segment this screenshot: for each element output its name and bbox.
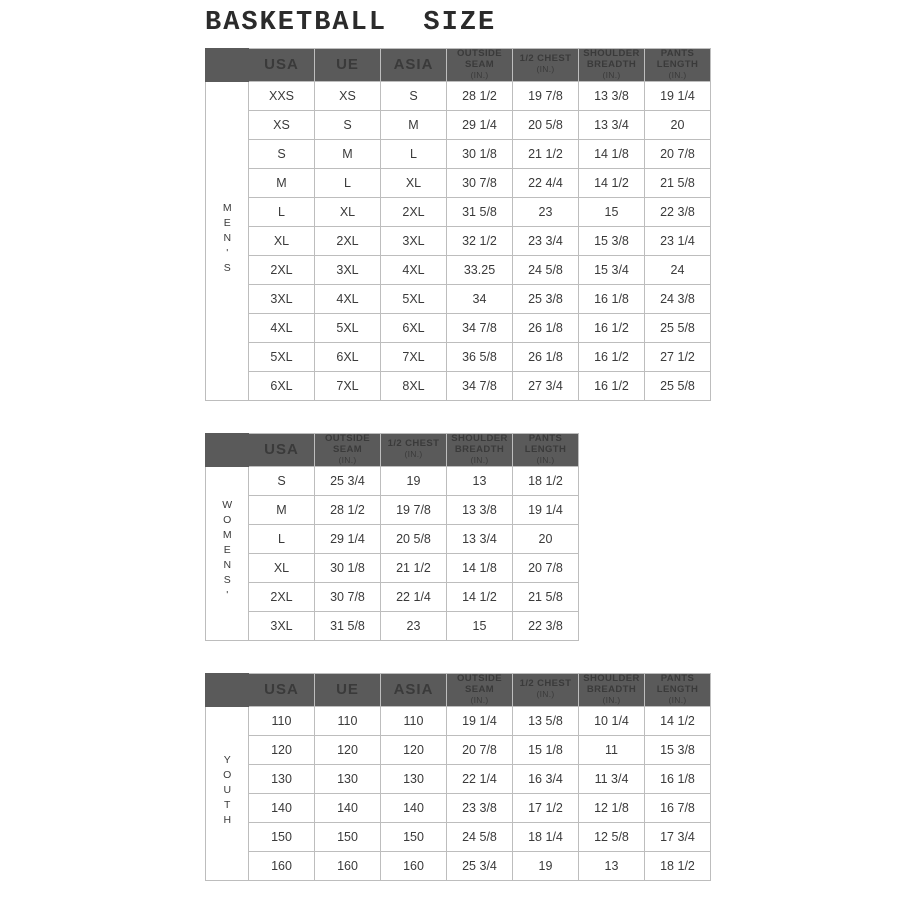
table-cell: 16 1/2 bbox=[579, 313, 645, 342]
table-cell: 19 bbox=[381, 466, 447, 495]
table-cell: 5XL bbox=[249, 342, 315, 371]
table-cell: 4XL bbox=[249, 313, 315, 342]
table-cell: 15 3/4 bbox=[579, 255, 645, 284]
table-cell: 14 1/2 bbox=[645, 706, 711, 735]
table-cell: 24 bbox=[645, 255, 711, 284]
table-cell: 34 7/8 bbox=[447, 313, 513, 342]
table-row bbox=[206, 197, 711, 226]
table-cell: XL bbox=[249, 553, 315, 582]
table-cell: 13 3/4 bbox=[579, 110, 645, 139]
table-cell: 30 1/8 bbox=[447, 139, 513, 168]
table-cell: 24 3/8 bbox=[645, 284, 711, 313]
table-cell: 12 1/8 bbox=[579, 793, 645, 822]
table-cell: 20 7/8 bbox=[447, 735, 513, 764]
table-cell: 130 bbox=[249, 764, 315, 793]
table-cell: 25 3/4 bbox=[315, 466, 381, 495]
table-cell: 14 1/2 bbox=[579, 168, 645, 197]
header-corner-cell bbox=[206, 434, 249, 467]
table-row bbox=[206, 706, 711, 735]
table-cell: 15 3/8 bbox=[645, 735, 711, 764]
table-row bbox=[206, 822, 711, 851]
table-cell: 6XL bbox=[315, 342, 381, 371]
table-cell: 21 5/8 bbox=[645, 168, 711, 197]
mens-size-table bbox=[205, 48, 711, 401]
column-header: OUTSIDE SEAM (IN.) bbox=[447, 49, 513, 82]
youth-size-table bbox=[205, 673, 711, 881]
table-cell: XL bbox=[249, 226, 315, 255]
table-cell: 4XL bbox=[315, 284, 381, 313]
table-cell: 150 bbox=[381, 822, 447, 851]
table-cell: 7XL bbox=[381, 342, 447, 371]
table-cell: 19 1/4 bbox=[513, 495, 579, 524]
table-row bbox=[206, 466, 579, 495]
table-cell: 3XL bbox=[249, 284, 315, 313]
table-cell: 23 3/8 bbox=[447, 793, 513, 822]
column-header: PANTS LENGTH (IN.) bbox=[645, 49, 711, 82]
table-cell: 13 3/8 bbox=[579, 81, 645, 110]
column-header: 1/2 CHEST (IN.) bbox=[513, 674, 579, 707]
column-header-unit: (IN.) bbox=[602, 694, 621, 705]
table-cell: XS bbox=[249, 110, 315, 139]
table-cell: XS bbox=[315, 81, 381, 110]
table-row bbox=[206, 313, 711, 342]
table-cell: 16 1/2 bbox=[579, 371, 645, 400]
table-cell: 18 1/2 bbox=[513, 466, 579, 495]
table-cell: 23 bbox=[381, 611, 447, 640]
table-cell: L bbox=[381, 139, 447, 168]
column-header-unit: (IN.) bbox=[404, 449, 423, 460]
table-cell: 34 7/8 bbox=[447, 371, 513, 400]
table-cell: 28 1/2 bbox=[447, 81, 513, 110]
table-cell: 2XL bbox=[249, 255, 315, 284]
table-row bbox=[206, 226, 711, 255]
table-row bbox=[206, 611, 579, 640]
table-cell: 2XL bbox=[315, 226, 381, 255]
table-cell: 130 bbox=[381, 764, 447, 793]
table-cell: 4XL bbox=[381, 255, 447, 284]
table-cell: 130 bbox=[315, 764, 381, 793]
table-cell: 6XL bbox=[249, 371, 315, 400]
youth-size-table-wrapper bbox=[205, 673, 711, 881]
table-cell: 29 1/4 bbox=[315, 524, 381, 553]
table-cell: 110 bbox=[381, 706, 447, 735]
table-cell: 25 3/4 bbox=[447, 851, 513, 880]
table-row bbox=[206, 81, 711, 110]
table-cell: 20 5/8 bbox=[513, 110, 579, 139]
table-cell: 15 3/8 bbox=[579, 226, 645, 255]
table-cell: S bbox=[249, 139, 315, 168]
table-cell: 13 3/8 bbox=[447, 495, 513, 524]
table-cell: 24 5/8 bbox=[447, 822, 513, 851]
page-title: BASKETBALL SIZE bbox=[205, 8, 497, 38]
table-cell: 29 1/4 bbox=[447, 110, 513, 139]
column-header-unit: (IN.) bbox=[536, 454, 555, 465]
table-row bbox=[206, 139, 711, 168]
table-row bbox=[206, 371, 711, 400]
table-cell: 21 1/2 bbox=[513, 139, 579, 168]
table-cell: 22 3/8 bbox=[645, 197, 711, 226]
table-cell: 22 1/4 bbox=[381, 582, 447, 611]
table-cell: 120 bbox=[249, 735, 315, 764]
header-corner-cell bbox=[206, 49, 249, 82]
table-cell: 17 3/4 bbox=[645, 822, 711, 851]
column-header: UE bbox=[315, 674, 381, 707]
header-corner-cell bbox=[206, 674, 249, 707]
table-cell: 17 1/2 bbox=[513, 793, 579, 822]
table-row bbox=[206, 495, 579, 524]
table-cell: S bbox=[381, 81, 447, 110]
column-header: PANTS LENGTH (IN.) bbox=[645, 674, 711, 707]
table-cell: XXS bbox=[249, 81, 315, 110]
table-cell: 3XL bbox=[381, 226, 447, 255]
womens-size-table bbox=[205, 433, 579, 641]
table-cell: 20 bbox=[513, 524, 579, 553]
table-cell: 20 7/8 bbox=[645, 139, 711, 168]
table-header-row bbox=[206, 49, 711, 82]
table-cell: 20 7/8 bbox=[513, 553, 579, 582]
table-cell: S bbox=[249, 466, 315, 495]
table-cell: 8XL bbox=[381, 371, 447, 400]
table-cell: 16 1/8 bbox=[645, 764, 711, 793]
table-cell: 13 bbox=[579, 851, 645, 880]
table-cell: 11 3/4 bbox=[579, 764, 645, 793]
table-cell: 31 5/8 bbox=[447, 197, 513, 226]
table-row bbox=[206, 168, 711, 197]
table-cell: 13 3/4 bbox=[447, 524, 513, 553]
womens-size-table-wrapper bbox=[205, 433, 579, 641]
table-cell: 16 7/8 bbox=[645, 793, 711, 822]
table-cell: 22 1/4 bbox=[447, 764, 513, 793]
table-cell: M bbox=[315, 139, 381, 168]
table-cell: 25 3/8 bbox=[513, 284, 579, 313]
column-header-unit: (IN.) bbox=[338, 454, 357, 465]
table-cell: M bbox=[249, 168, 315, 197]
table-cell: 14 1/8 bbox=[447, 553, 513, 582]
table-cell: 2XL bbox=[249, 582, 315, 611]
table-cell: 16 1/8 bbox=[579, 284, 645, 313]
row-group-label-text: MEN'S bbox=[221, 201, 234, 277]
column-header: 1/2 CHEST (IN.) bbox=[513, 49, 579, 82]
table-cell: 15 bbox=[579, 197, 645, 226]
row-group-label bbox=[206, 81, 249, 400]
table-row bbox=[206, 582, 579, 611]
table-cell: 20 bbox=[645, 110, 711, 139]
column-header-unit: (IN.) bbox=[668, 69, 687, 80]
table-row bbox=[206, 735, 711, 764]
column-header-unit: (IN.) bbox=[602, 69, 621, 80]
table-cell: 18 1/2 bbox=[645, 851, 711, 880]
table-cell: 19 bbox=[513, 851, 579, 880]
table-cell: 19 1/4 bbox=[645, 81, 711, 110]
table-cell: 32 1/2 bbox=[447, 226, 513, 255]
table-cell: 21 1/2 bbox=[381, 553, 447, 582]
column-header: ASIA bbox=[381, 674, 447, 707]
row-group-label bbox=[206, 466, 249, 640]
table-row bbox=[206, 524, 579, 553]
table-cell: 7XL bbox=[315, 371, 381, 400]
row-group-label bbox=[206, 706, 249, 880]
column-header: SHOULDER BREADTH (IN.) bbox=[579, 674, 645, 707]
table-row bbox=[206, 284, 711, 313]
table-cell: 26 1/8 bbox=[513, 342, 579, 371]
table-cell: 14 1/2 bbox=[447, 582, 513, 611]
table-cell: 150 bbox=[315, 822, 381, 851]
table-cell: 110 bbox=[315, 706, 381, 735]
table-cell: 160 bbox=[249, 851, 315, 880]
column-header: OUTSIDE SEAM (IN.) bbox=[315, 434, 381, 467]
table-cell: 150 bbox=[249, 822, 315, 851]
table-cell: 34 bbox=[447, 284, 513, 313]
column-header: PANTS LENGTH (IN.) bbox=[513, 434, 579, 467]
table-cell: 6XL bbox=[381, 313, 447, 342]
table-cell: 5XL bbox=[315, 313, 381, 342]
table-cell: L bbox=[315, 168, 381, 197]
table-cell: L bbox=[249, 197, 315, 226]
table-cell: 22 4/4 bbox=[513, 168, 579, 197]
table-cell: 36 5/8 bbox=[447, 342, 513, 371]
table-cell: L bbox=[249, 524, 315, 553]
column-header: SHOULDER BREADTH (IN.) bbox=[579, 49, 645, 82]
table-cell: 31 5/8 bbox=[315, 611, 381, 640]
table-header-row bbox=[206, 674, 711, 707]
table-row bbox=[206, 110, 711, 139]
column-header: USA bbox=[249, 674, 315, 707]
table-cell: 15 bbox=[447, 611, 513, 640]
column-header-unit: (IN.) bbox=[536, 689, 555, 700]
table-cell: 20 5/8 bbox=[381, 524, 447, 553]
table-cell: 3XL bbox=[249, 611, 315, 640]
table-cell: 10 1/4 bbox=[579, 706, 645, 735]
table-cell: M bbox=[249, 495, 315, 524]
table-cell: 14 1/8 bbox=[579, 139, 645, 168]
row-group-label-text: YOUTH bbox=[221, 754, 234, 830]
table-cell: 28 1/2 bbox=[315, 495, 381, 524]
column-header-unit: (IN.) bbox=[668, 694, 687, 705]
column-header: SHOULDER BREADTH (IN.) bbox=[447, 434, 513, 467]
table-cell: 160 bbox=[315, 851, 381, 880]
table-cell: 24 5/8 bbox=[513, 255, 579, 284]
table-row bbox=[206, 255, 711, 284]
column-header-unit: (IN.) bbox=[536, 64, 555, 75]
column-header: USA bbox=[249, 434, 315, 467]
column-header-unit: (IN.) bbox=[470, 694, 489, 705]
table-cell: 140 bbox=[315, 793, 381, 822]
row-group-label-text: WOMENS' bbox=[221, 499, 234, 605]
table-cell: 23 3/4 bbox=[513, 226, 579, 255]
table-cell: 33.25 bbox=[447, 255, 513, 284]
table-cell: 23 1/4 bbox=[645, 226, 711, 255]
column-header: UE bbox=[315, 49, 381, 82]
table-cell: 160 bbox=[381, 851, 447, 880]
table-cell: 30 7/8 bbox=[315, 582, 381, 611]
table-cell: 16 3/4 bbox=[513, 764, 579, 793]
mens-size-table-wrapper bbox=[205, 48, 711, 401]
table-cell: 120 bbox=[315, 735, 381, 764]
table-row bbox=[206, 851, 711, 880]
column-header-unit: (IN.) bbox=[470, 454, 489, 465]
table-cell: 2XL bbox=[381, 197, 447, 226]
table-cell: 110 bbox=[249, 706, 315, 735]
column-header: ASIA bbox=[381, 49, 447, 82]
table-cell: 16 1/2 bbox=[579, 342, 645, 371]
table-cell: 30 7/8 bbox=[447, 168, 513, 197]
table-cell: 120 bbox=[381, 735, 447, 764]
table-cell: 140 bbox=[381, 793, 447, 822]
table-cell: 25 5/8 bbox=[645, 313, 711, 342]
table-cell: 13 5/8 bbox=[513, 706, 579, 735]
table-cell: XL bbox=[381, 168, 447, 197]
table-cell: 3XL bbox=[315, 255, 381, 284]
table-cell: 13 bbox=[447, 466, 513, 495]
table-cell: 27 1/2 bbox=[645, 342, 711, 371]
table-cell: 19 7/8 bbox=[513, 81, 579, 110]
table-cell: 21 5/8 bbox=[513, 582, 579, 611]
table-cell: 12 5/8 bbox=[579, 822, 645, 851]
column-header-unit: (IN.) bbox=[470, 69, 489, 80]
column-header: 1/2 CHEST (IN.) bbox=[381, 434, 447, 467]
table-row bbox=[206, 793, 711, 822]
table-cell: XL bbox=[315, 197, 381, 226]
table-header-row bbox=[206, 434, 579, 467]
table-cell: 19 7/8 bbox=[381, 495, 447, 524]
column-header: OUTSIDE SEAM (IN.) bbox=[447, 674, 513, 707]
table-cell: 23 bbox=[513, 197, 579, 226]
table-row bbox=[206, 553, 579, 582]
table-cell: 15 1/8 bbox=[513, 735, 579, 764]
table-row bbox=[206, 342, 711, 371]
column-header: USA bbox=[249, 49, 315, 82]
table-cell: 27 3/4 bbox=[513, 371, 579, 400]
table-cell: 22 3/8 bbox=[513, 611, 579, 640]
table-cell: 18 1/4 bbox=[513, 822, 579, 851]
table-cell: 11 bbox=[579, 735, 645, 764]
table-cell: 26 1/8 bbox=[513, 313, 579, 342]
table-cell: 19 1/4 bbox=[447, 706, 513, 735]
table-cell: S bbox=[315, 110, 381, 139]
table-cell: 25 5/8 bbox=[645, 371, 711, 400]
table-cell: 30 1/8 bbox=[315, 553, 381, 582]
table-cell: 5XL bbox=[381, 284, 447, 313]
table-cell: 140 bbox=[249, 793, 315, 822]
table-row bbox=[206, 764, 711, 793]
table-cell: M bbox=[381, 110, 447, 139]
